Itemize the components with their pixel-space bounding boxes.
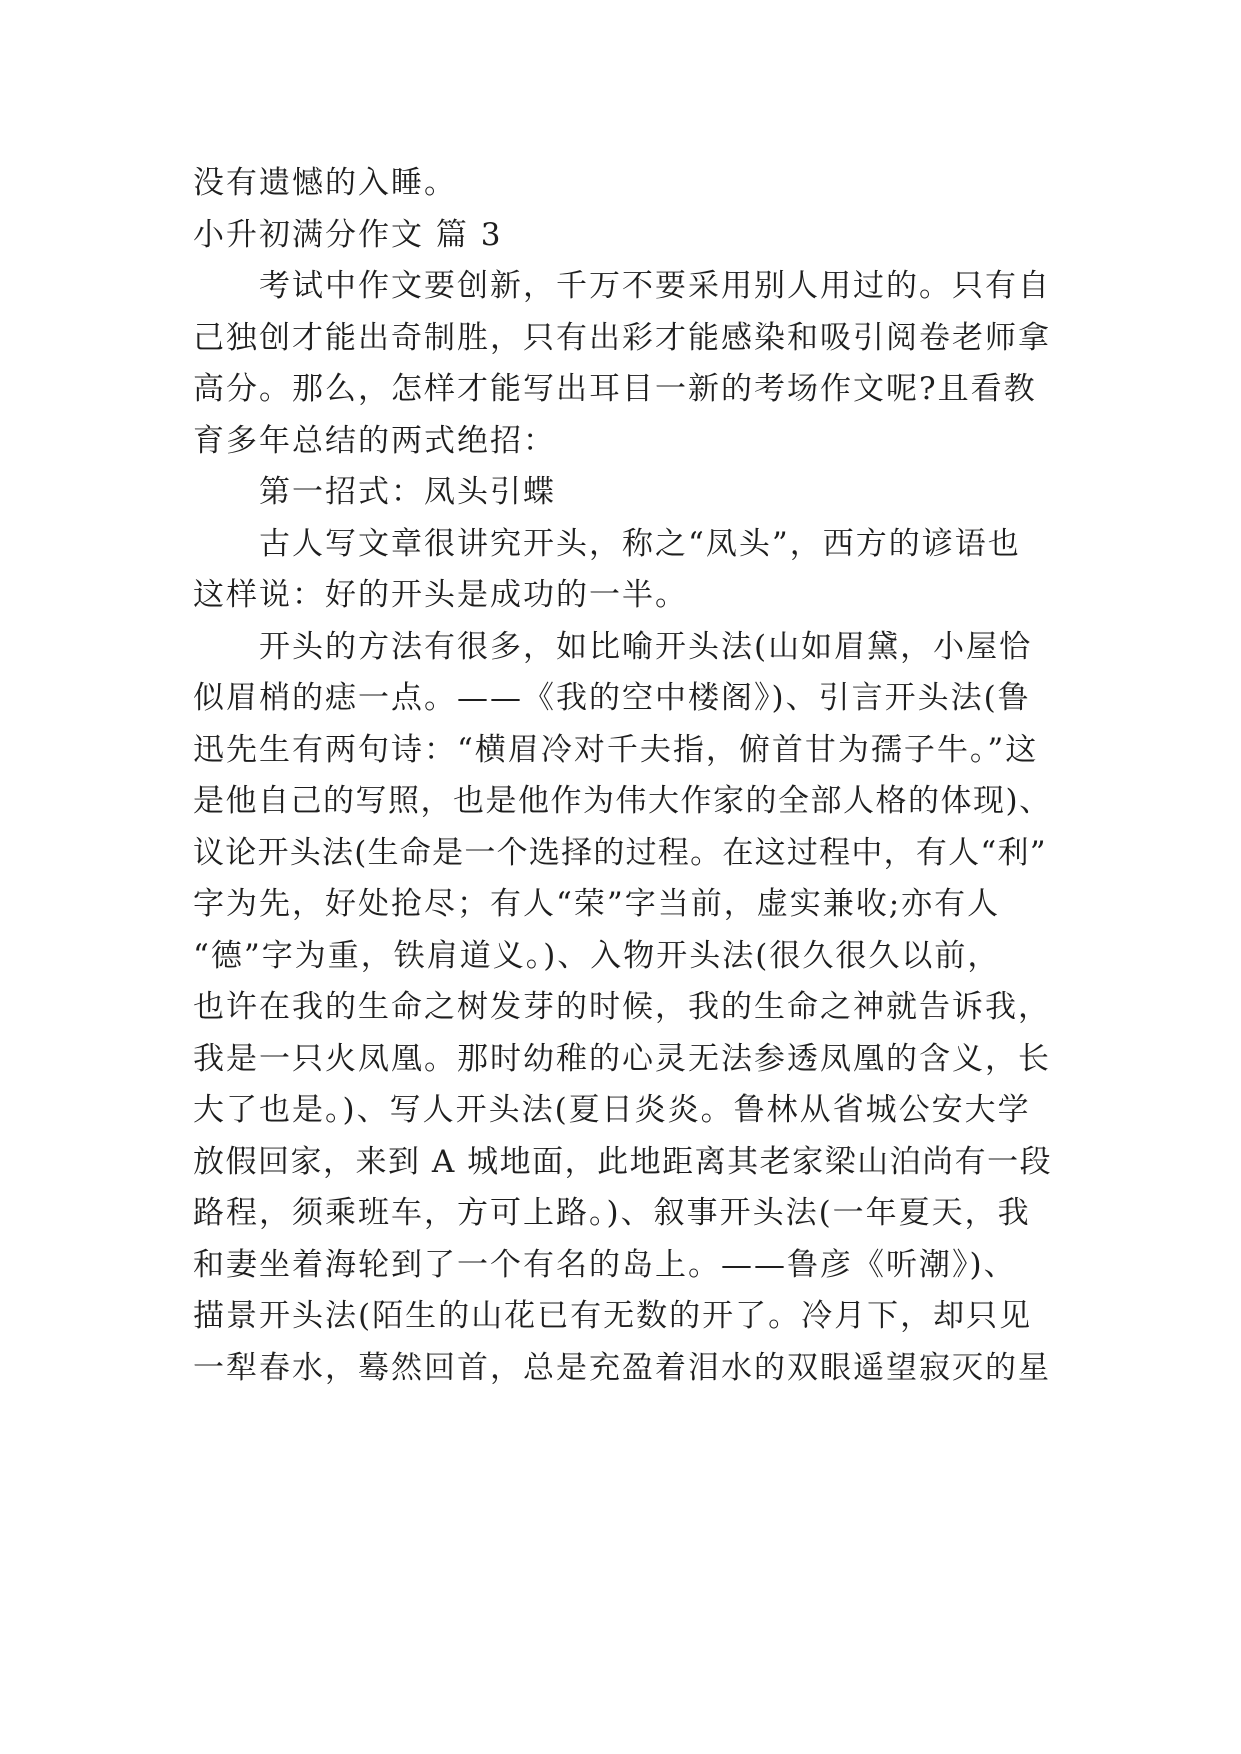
text-line: 育多年总结的两式绝招：: [193, 422, 556, 459]
text-line: 己独创才能出奇制胜，只有出彩才能感染和吸引阅卷老师拿: [193, 319, 1051, 356]
text-line: 迅先生有两句诗：“横眉冷对千夫指，俯首甘为孺子牛。”这: [193, 731, 1039, 768]
document-body: [193, 158, 1053, 1394]
text-line: 和妻坐着海轮到了一个有名的岛上。——鲁彦《听潮》)、: [193, 1246, 1017, 1283]
text-line: 我是一只火凤凰。那时幼稚的心灵无法参透凤凰的含义，长: [193, 1040, 1051, 1077]
text-line: 是他自己的写照，也是他作为伟大作家的全部人格的体现)、: [193, 783, 1052, 819]
text-line: 开头的方法有很多，如比喻开头法(山如眉黛，小屋恰: [259, 628, 1033, 665]
text-line: 大了也是。)、写人开头法(夏日炎炎。鲁林从省城公安大学: [193, 1092, 1031, 1128]
text-line: 议论开头法(生命是一个选择的过程。在这过程中，有人“利”: [193, 834, 1047, 871]
text-line: 路程，须乘班车，方可上路。)、叙事开头法(一年夏天，我: [193, 1195, 1031, 1231]
text-line: 也许在我的生命之树发芽的时候，我的生命之神就告诉我，: [193, 989, 1051, 1025]
text-line: 这样说：好的开头是成功的一半。: [193, 577, 688, 613]
text-line: 高分。那么，怎样才能写出耳目一新的考场作文呢?且看教: [193, 371, 1037, 407]
text-line: 描景开头法(陌生的山花已有无数的开了。冷月下，却只见: [193, 1298, 1033, 1334]
text-line: “德”字为重，铁肩道义。)、入物开头法(很久很久以前，: [193, 937, 1001, 974]
text-line: 放假回家，来到 A 城地面，此地距离其老家梁山泊尚有一段: [193, 1143, 1053, 1180]
section-heading: 小升初满分作文 篇 3: [193, 216, 503, 253]
text-line: 没有遗憾的入睡。: [193, 165, 457, 201]
text-line: 一犁春水，蓦然回首，总是充盈着泪水的双眼遥望寂灭的星: [193, 1349, 1051, 1386]
subheading-line: 第一招式：凤头引蝶: [259, 474, 556, 510]
text-line: 考试中作文要创新，千万不要采用别人用过的。只有自: [259, 268, 1051, 304]
text-line: 字为先，好处抢尽；有人“荣”字当前，虚实兼收;亦有人: [193, 886, 1001, 922]
text-line: 似眉梢的痣一点。——《我的空中楼阁》)、引言开头法(鲁: [193, 680, 1031, 716]
text-line: 古人写文章很讲究开头，称之“凤头”，西方的谚语也: [259, 525, 1021, 562]
